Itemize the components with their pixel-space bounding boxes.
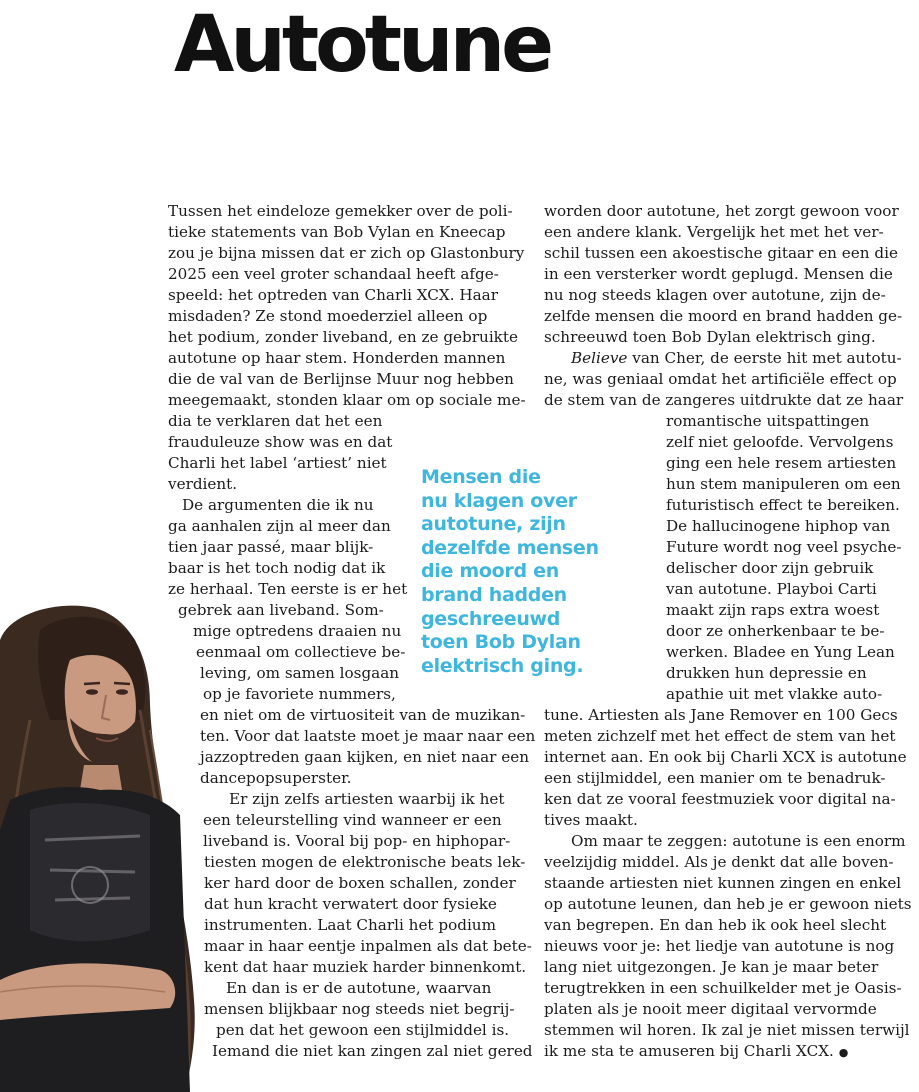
body-line: schil tussen een akoestische gitaar en een die bbox=[544, 244, 898, 262]
body-line: een stijlmiddel, een manier om te benadruk- bbox=[544, 769, 886, 787]
body-line: liveband is. Vooral bij pop- en hiphopar- bbox=[203, 832, 511, 850]
body-line: stemmen wil horen. Ik zal je niet missen terwijl bbox=[544, 1021, 910, 1039]
body-line-text: ik me sta te amuseren bij Charli XCX. bbox=[544, 1042, 834, 1060]
body-line: dia te verklaren dat het een bbox=[168, 412, 383, 430]
body-line: Charli het label ‘artiest’ niet bbox=[168, 454, 387, 472]
body-line: Future wordt nog veel psyche- bbox=[666, 538, 902, 556]
body-line bbox=[544, 1041, 848, 1062]
body-line: zou je bijna missen dat er zich op Glastonbury bbox=[168, 244, 525, 262]
body-line: mensen blijkbaar nog steeds niet begrij- bbox=[204, 1000, 515, 1018]
body-line: Iemand die niet kan zingen zal niet gered bbox=[212, 1042, 533, 1060]
body-line: ker hard door de boxen schallen, zonder bbox=[204, 874, 516, 892]
body-line: maar in haar eentje inpalmen als dat bete- bbox=[204, 937, 532, 955]
body-line: dat hun kracht verwatert door fysieke bbox=[204, 895, 497, 913]
body-line: romantische uitspattingen bbox=[666, 412, 870, 430]
body-line: een teleurstelling vind wanneer er een bbox=[203, 811, 502, 829]
body-line: kent dat haar muziek harder binnenkomt. bbox=[204, 958, 527, 976]
body-line: de stem van de zangeres uitdrukte dat ze haar bbox=[544, 391, 904, 409]
pull-quote-line: Mensen die bbox=[421, 466, 541, 488]
article-title: Autotune bbox=[174, 0, 551, 90]
body-line: staande artiesten niet kunnen zingen en enkel bbox=[544, 874, 902, 892]
body-line: instrumenten. Laat Charli het podium bbox=[204, 916, 496, 934]
body-line: tives maakt. bbox=[544, 811, 638, 829]
body-line: Om maar te zeggen: autotune is een enorm bbox=[571, 832, 906, 850]
body-line: veelzijdig middel. Als je denkt dat alle boven- bbox=[544, 853, 894, 871]
body-line: ten. Voor dat laatste moet je maar naar een bbox=[200, 727, 536, 745]
body-line: gebrek aan liveband. Som- bbox=[178, 601, 384, 619]
body-line: zelfde mensen die moord en brand hadden ge- bbox=[544, 307, 903, 325]
body-line: tune. Artiesten als Jane Remover en 100 Gecs bbox=[544, 706, 898, 724]
body-line: verdient. bbox=[168, 475, 238, 493]
body-line: apathie uit met vlakke auto- bbox=[666, 685, 883, 703]
body-line: mige optredens draaien nu bbox=[193, 622, 402, 640]
body-line bbox=[571, 348, 902, 369]
pull-quote-line: autotune, zijn bbox=[421, 513, 566, 536]
body-line: Tussen het eindeloze gemekker over de poli- bbox=[168, 202, 513, 220]
body-line: eenmaal om collectieve be- bbox=[196, 643, 406, 661]
body-line: tiesten mogen de elektronische beats lek- bbox=[204, 853, 526, 871]
body-line: maakt zijn raps extra woest bbox=[666, 601, 880, 619]
body-line: tieke statements van Bob Vylan en Kneecap bbox=[168, 223, 506, 241]
body-line: nu nog steeds klagen over autotune, zijn de- bbox=[544, 286, 886, 304]
body-line: op je favoriete nummers, bbox=[203, 685, 396, 703]
body-line: dancepopsuperster. bbox=[200, 769, 352, 787]
pull-quote-line: elektrisch ging. bbox=[421, 654, 584, 677]
body-line: futuristisch effect te bereiken. bbox=[666, 496, 900, 514]
body-line: en niet om de virtuositeit van de muzikan- bbox=[200, 706, 526, 724]
body-line: ze herhaal. Ten eerste is er het bbox=[168, 580, 408, 598]
pull-quote bbox=[421, 466, 636, 678]
body-line: De argumenten die ik nu bbox=[182, 496, 374, 514]
body-line: werken. Bladee en Yung Lean bbox=[666, 643, 895, 661]
body-line: hun stem manipuleren om een bbox=[666, 475, 901, 493]
pull-quote-line: brand hadden bbox=[421, 583, 567, 606]
body-line: misdaden? Ze stond moederziel alleen op bbox=[168, 307, 488, 325]
body-line: jazzoptreden gaan kijken, en niet naar een bbox=[200, 748, 530, 766]
body-line: van autotune. Playboi Carti bbox=[666, 580, 877, 598]
body-line: nieuws voor je: het liedje van autotune is nog bbox=[544, 937, 895, 955]
body-line: die de val van de Berlijnse Muur nog hebben bbox=[168, 370, 514, 388]
body-line: leving, om samen losgaan bbox=[200, 664, 400, 682]
body-line: meten zichzelf met het effect de stem van het bbox=[544, 727, 896, 745]
body-line: frauduleuze show was en dat bbox=[168, 433, 393, 451]
body-line: En dan is er de autotune, waarvan bbox=[226, 979, 492, 997]
body-line: baar is het toch nodig dat ik bbox=[168, 559, 386, 577]
body-line: platen als je nooit meer digitaal vervormde bbox=[544, 1000, 877, 1018]
body-line: terugtrekken in een schuilkelder met je Oasis- bbox=[544, 979, 902, 997]
body-line: speeld: het optreden van Charli XCX. Haar bbox=[168, 286, 499, 304]
body-line: in een versterker wordt geplugd. Mensen die bbox=[544, 265, 893, 283]
pull-quote-line: die moord en bbox=[421, 560, 559, 583]
body-line: ging een hele resem artiesten bbox=[666, 454, 897, 472]
body-line: ken dat ze vooral feestmuziek voor digital na- bbox=[544, 790, 896, 808]
author-photo bbox=[0, 600, 230, 1092]
body-line: schreeuwd toen Bob Dylan elektrisch ging. bbox=[544, 328, 876, 346]
body-line: ne, was geniaal omdat het artificiële effect op bbox=[544, 370, 897, 388]
body-line: ga aanhalen zijn al meer dan bbox=[168, 517, 391, 535]
pull-quote-line: dezelfde mensen bbox=[421, 536, 599, 559]
body-line: delischer door zijn gebruik bbox=[666, 559, 874, 577]
body-line: op autotune leunen, dan heb je er gewoon niets bbox=[544, 895, 912, 913]
body-line: door ze onherkenbaar te be- bbox=[666, 622, 885, 640]
body-line: meegemaakt, stonden klaar om op sociale me- bbox=[168, 391, 526, 409]
body-line: autotune op haar stem. Honderden mannen bbox=[168, 349, 506, 367]
pull-quote-line: geschreeuwd bbox=[421, 607, 561, 630]
body-line: internet aan. En ook bij Charli XCX is autotune bbox=[544, 748, 907, 766]
body-line: Er zijn zelfs artiesten waarbij ik het bbox=[229, 790, 505, 808]
body-line: een andere klank. Vergelijk het met het ver- bbox=[544, 223, 884, 241]
pull-quote-line: nu klagen over bbox=[421, 489, 577, 512]
body-line: pen dat het gewoon een stijlmiddel is. bbox=[216, 1021, 510, 1039]
body-line: lang niet uitgezongen. Je kan je maar beter bbox=[544, 958, 879, 976]
pull-quote-line: toen Bob Dylan bbox=[421, 631, 581, 654]
end-mark-icon: ● bbox=[838, 1046, 849, 1059]
body-line: van begrepen. En dan heb ik ook heel slecht bbox=[544, 916, 887, 934]
body-line: 2025 een veel groter schandaal heeft afge- bbox=[168, 265, 499, 283]
body-line: het podium, zonder liveband, en ze gebruikte bbox=[168, 328, 518, 346]
body-line: drukken hun depressie en bbox=[666, 664, 867, 682]
body-line-text: van Cher, de eerste hit met autotu- bbox=[627, 349, 902, 367]
song-title: Believe bbox=[571, 349, 628, 367]
body-line: worden door autotune, het zorgt gewoon voor bbox=[544, 202, 899, 220]
body-line: zelf niet geloofde. Vervolgens bbox=[666, 433, 894, 451]
body-line: tien jaar passé, maar blijk- bbox=[168, 538, 374, 556]
body-line: De hallucinogene hiphop van bbox=[666, 517, 891, 535]
